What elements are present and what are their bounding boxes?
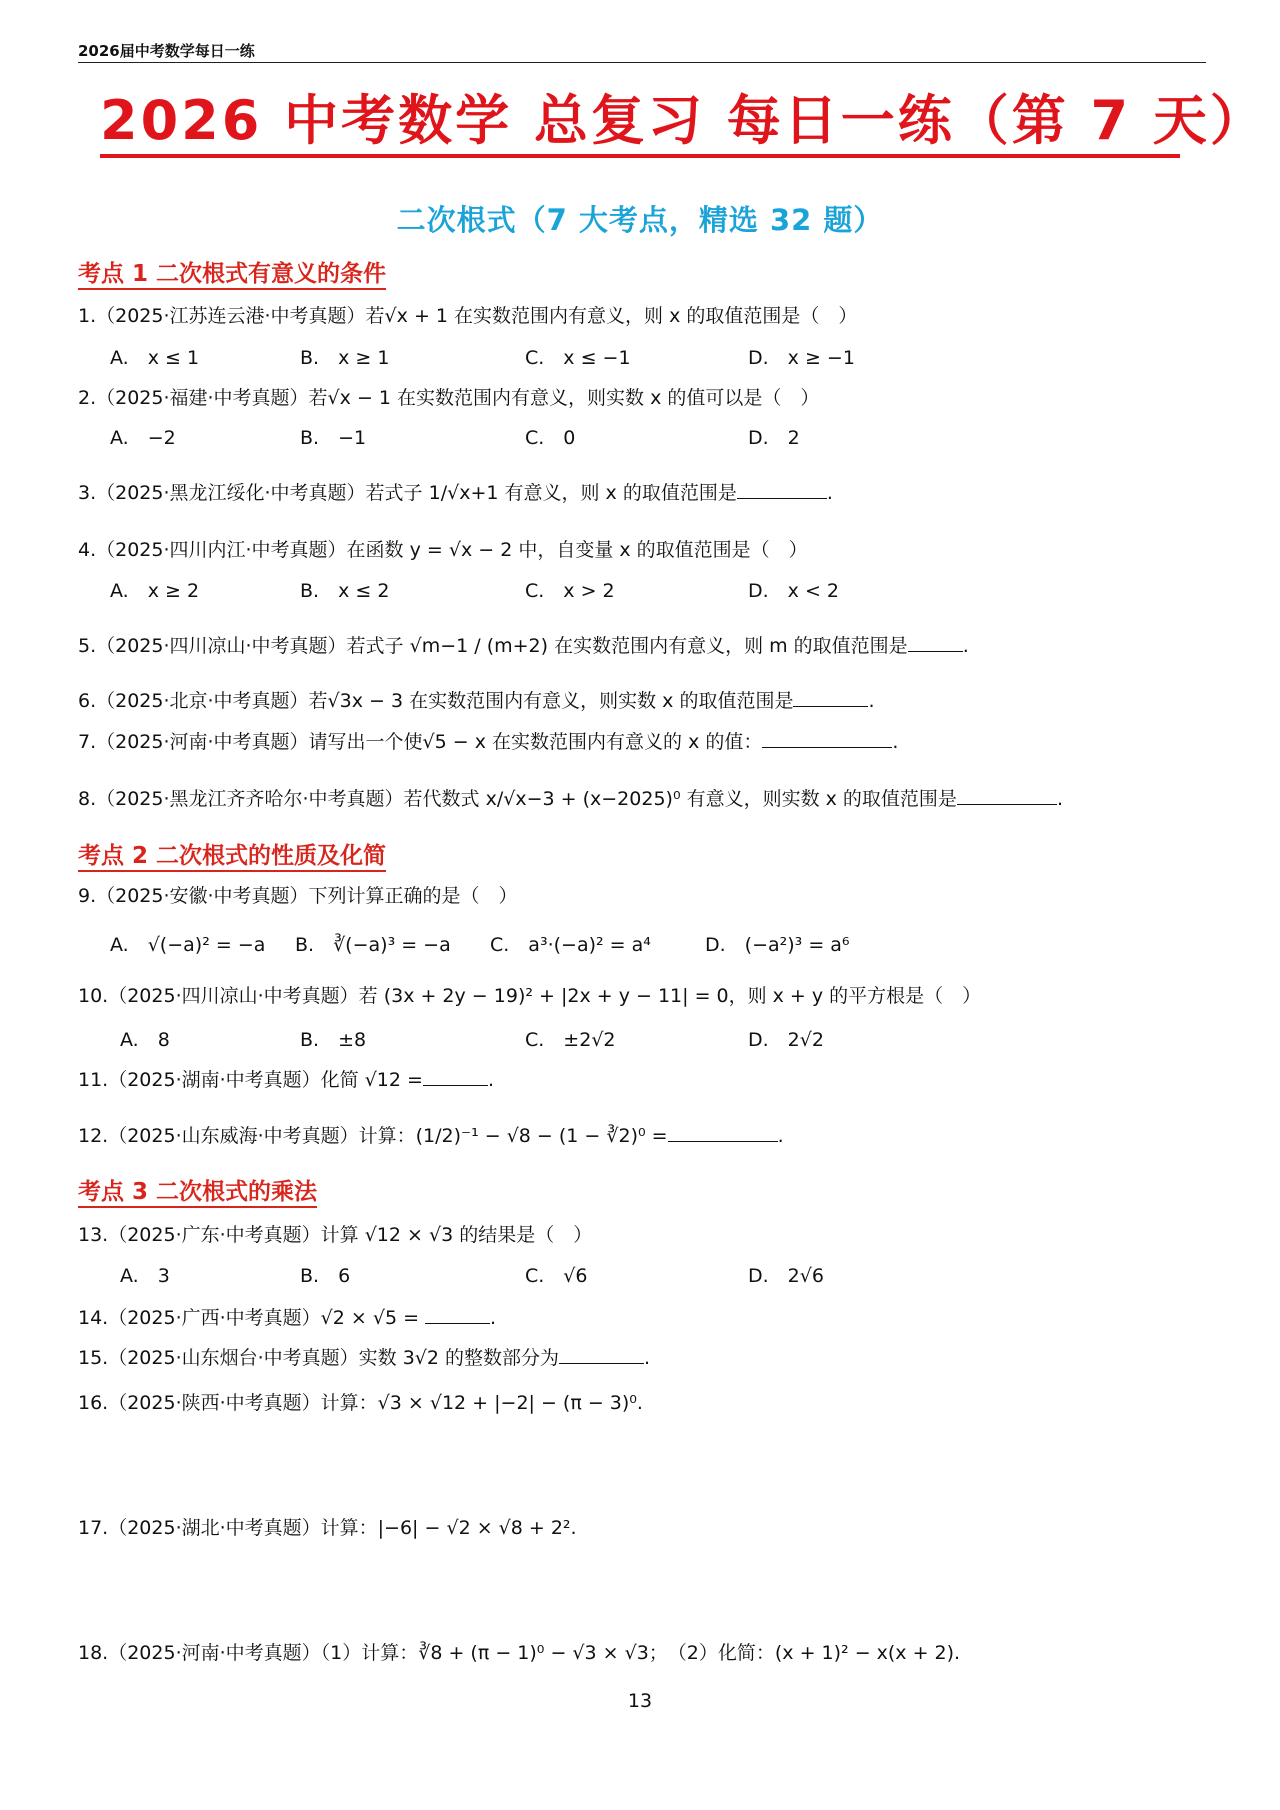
q10-option-d: D. 2√2 [748,1029,824,1051]
q7-answer-blank [762,729,892,748]
q6-period: . [868,690,875,712]
question-14 [78,1305,496,1331]
q5-stem: 5.（2025·四川凉山·中考真题）若式子 √m−1 / (m+2) 在实数范围内有意义，则 m 的取值范围是 [78,635,908,657]
page-subtitle: 二次根式（7 大考点，精选 32 题） [396,203,884,237]
q7-period: . [892,731,899,753]
question-5 [78,633,969,659]
q12-stem: 12.（2025·山东威海·中考真题）计算：(1/2)⁻¹ − √8 − (1 − ∛2)⁰ = [78,1125,668,1147]
q11-answer-blank [423,1067,488,1086]
question-2: 2.（2025·福建·中考真题）若√x − 1 在实数范围内有意义，则实数 x 的值可以是（ ） [78,387,820,409]
question-4: 4.（2025·四川内江·中考真题）在函数 y = √x − 2 中，自变量 x 的取值范围是（ ） [78,539,808,561]
question-16: 16.（2025·陕西·中考真题）计算：√3 × √12 + |−2| − (π − 3)⁰. [78,1392,643,1414]
q4-option-c: C. x > 2 [525,580,615,602]
q11-period: . [487,1069,494,1091]
q2-option-b: B. −1 [300,427,367,449]
question-8 [78,786,1063,812]
q2-option-c: C. 0 [525,427,576,449]
q15-answer-blank [559,1345,644,1364]
question-17: 17.（2025·湖北·中考真题）计算：|−6| − √2 × √8 + 2². [78,1517,577,1539]
question-3 [78,480,833,506]
q10-option-a: A. 8 [120,1029,170,1051]
q2-option-a: A. −2 [110,427,176,449]
q13-option-c: C. √6 [525,1265,588,1287]
q1-option-a: A. x ≤ 1 [110,347,200,369]
page-title: 2026 中考数学 总复习 每日一练（第 7 天） [100,88,1180,158]
q9-option-c: C. a³·(−a)² = a⁴ [490,934,651,956]
q13-option-d: D. 2√6 [748,1265,824,1287]
header-title: 2026届中考数学每日一练 [78,42,255,60]
q12-period: . [777,1125,784,1147]
q14-stem: 14.（2025·广西·中考真题）√2 × √5 = [78,1307,419,1329]
q7-stem: 7.（2025·河南·中考真题）请写出一个使√5 − x 在实数范围内有意义的 x 的值： [78,731,763,753]
q8-period: . [1056,788,1063,810]
q3-period: . [826,482,833,504]
q1-option-b: B. x ≥ 1 [300,347,390,369]
q3-stem: 3.（2025·黑龙江绥化·中考真题）若式子 1/√x+1 有意义，则 x 的取值范围是 [78,482,737,504]
q9-option-b: B. ∛(−a)³ = −a [295,934,451,956]
page-number: 13 [627,1690,653,1712]
q6-answer-blank [793,688,868,707]
section-heading-2: 考点 2 二次根式的性质及化简 [78,842,386,872]
q3-answer-blank [737,480,827,499]
q1-option-d: D. x ≥ −1 [748,347,855,369]
question-6 [78,688,875,714]
q13-option-a: A. 3 [120,1265,170,1287]
q15-period: . [644,1347,651,1369]
question-7 [78,729,898,755]
section-heading-3: 考点 3 二次根式的乘法 [78,1178,317,1208]
section-heading-1: 考点 1 二次根式有意义的条件 [78,260,386,290]
question-18: 18.（2025·河南·中考真题）（1）计算：∛8 + (π − 1)⁰ − √3 × √3； （2）化简：(x + 1)² − x(x + 2). [78,1642,961,1664]
question-9: 9.（2025·安徽·中考真题）下列计算正确的是（ ） [78,885,518,907]
q5-period: . [962,635,969,657]
q11-stem: 11.（2025·湖南·中考真题）化简 √12 = [78,1069,423,1091]
question-15 [78,1345,650,1371]
q8-answer-blank [957,786,1057,805]
q12-answer-blank [668,1123,778,1142]
question-11 [78,1067,494,1093]
q15-stem: 15.（2025·山东烟台·中考真题）实数 3√2 的整数部分为 [78,1347,560,1369]
q4-option-a: A. x ≥ 2 [110,580,200,602]
q8-stem: 8.（2025·黑龙江齐齐哈尔·中考真题）若代数式 x/√x−3 + (x−2025)⁰ 有意义，则实数 x 的取值范围是 [78,788,957,810]
q4-option-b: B. x ≤ 2 [300,580,390,602]
q10-option-b: B. ±8 [300,1029,367,1051]
q1-option-c: C. x ≤ −1 [525,347,631,369]
q6-stem: 6.（2025·北京·中考真题）若√3x − 3 在实数范围内有意义，则实数 x 的取值范围是 [78,690,794,712]
q4-option-d: D. x < 2 [748,580,840,602]
question-1: 1.（2025·江苏连云港·中考真题）若√x + 1 在实数范围内有意义，则 x 的取值范围是（ ） [78,305,858,327]
q5-answer-blank [908,633,963,652]
question-12 [78,1123,784,1149]
q13-option-b: B. 6 [300,1265,351,1287]
question-13: 13.（2025·广东·中考真题）计算 √12 × √3 的结果是（ ） [78,1224,593,1246]
q9-option-d: D. (−a²)³ = a⁶ [705,934,850,956]
q9-option-a: A. √(−a)² = −a [110,934,266,956]
q14-period: . [490,1307,497,1329]
q14-answer-blank [425,1305,490,1324]
q10-option-c: C. ±2√2 [525,1029,616,1051]
q2-option-d: D. 2 [748,427,800,449]
question-10: 10.（2025·四川凉山·中考真题）若 (3x + 2y − 19)² + |2x + y − 11| = 0，则 x + y 的平方根是（ ） [78,985,982,1007]
